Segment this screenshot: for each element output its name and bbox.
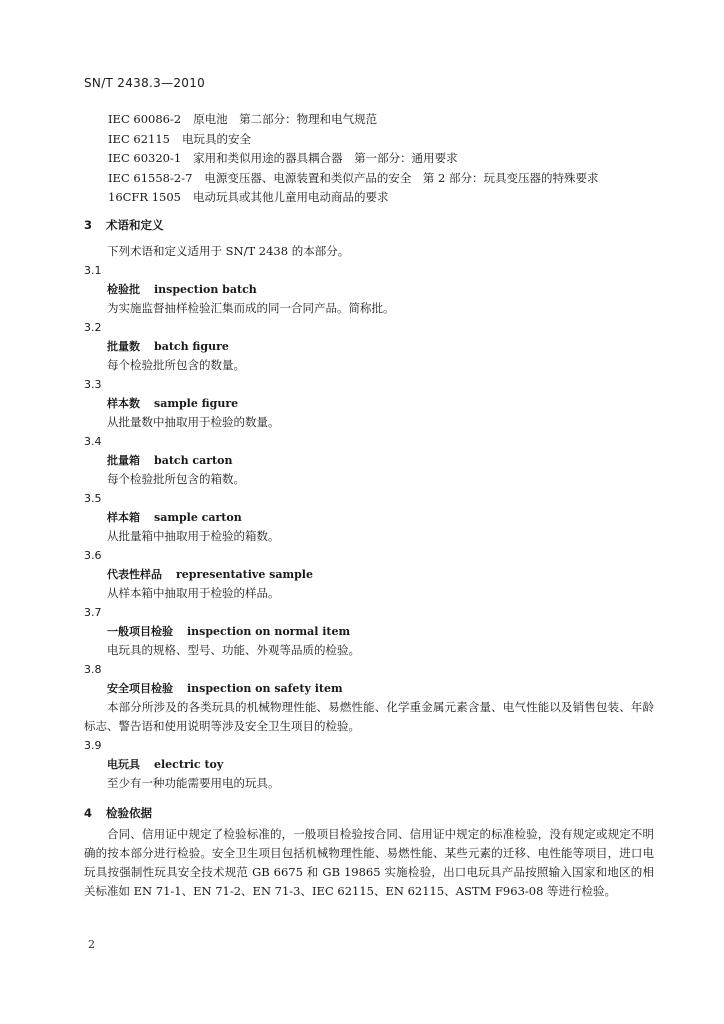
page-number: 2	[88, 938, 95, 951]
term-name	[84, 565, 654, 584]
term-name-cn: 批量箱	[107, 454, 140, 467]
reference-title: 电源变压器、电源装置和类似产品的安全 第 2 部分：玩具变压器的特殊要求	[204, 170, 599, 185]
reference-title: 原电池 第二部分：物理和电气规范	[193, 112, 378, 126]
term-name-cn: 样本数	[107, 397, 140, 410]
term-number: 3.6	[84, 549, 102, 562]
term-number: 3.2	[84, 321, 102, 334]
term-number: 3.1	[84, 264, 102, 277]
reference-item	[108, 110, 599, 130]
term-definition: 至少有一种功能需要用电的玩具。	[107, 776, 280, 790]
section-heading	[84, 213, 654, 237]
term-definition: 本部分所涉及的各类玩具的机械物理性能、易燃性能、化学重金属元素含量、电气性能以及销售包装、年龄标志、警告语和使用说明等涉及安全卫生项目的检验。	[84, 700, 654, 733]
term-name	[84, 679, 654, 698]
section-heading	[84, 801, 654, 825]
term-name-en: representative sample	[176, 568, 313, 581]
reference-list	[108, 110, 599, 208]
term-entry	[84, 432, 654, 489]
term-name	[84, 451, 654, 470]
term-number: 3.9	[84, 739, 102, 752]
term-name-cn: 安全项目检验	[107, 682, 173, 695]
term-entry	[84, 261, 654, 318]
term-entry	[84, 546, 654, 603]
section-4	[84, 801, 654, 901]
term-number: 3.7	[84, 606, 102, 619]
term-number: 3.4	[84, 435, 102, 448]
term-entry	[84, 603, 654, 660]
term-entry	[84, 318, 654, 375]
term-name-en: sample carton	[154, 511, 242, 524]
term-entry	[84, 375, 654, 432]
term-definition: 每个检验批所包含的数量。	[107, 358, 245, 372]
reference-title: 电玩具的安全	[181, 131, 251, 146]
section-number: 3	[84, 218, 93, 232]
reference-code: 16CFR 1505	[108, 190, 181, 205]
section-title: 术语和定义	[106, 218, 164, 232]
reference-title: 电动玩具或其他儿童用电动商品的要求	[193, 190, 389, 205]
term-name-en: inspection on safety item	[187, 682, 343, 695]
term-name-en: batch carton	[154, 454, 233, 467]
section-intro: 下列术语和定义适用于 SN/T 2438 的本部分。	[107, 244, 350, 258]
term-name-en: inspection batch	[154, 283, 257, 296]
term-definition: 从批量数中抽取用于检验的数量。	[107, 415, 280, 429]
term-number: 3.8	[84, 663, 102, 676]
reference-item	[108, 130, 599, 150]
reference-title: 家用和类似用途的器具耦合器 第一部分：通用要求	[193, 151, 458, 166]
reference-item	[108, 169, 599, 189]
term-entry	[84, 489, 654, 546]
main-content	[84, 213, 654, 901]
term-name	[84, 755, 654, 774]
term-name-cn: 电玩具	[107, 758, 140, 771]
term-name-cn: 代表性样品	[107, 568, 162, 581]
reference-code: IEC 62115	[108, 131, 170, 146]
term-number: 3.5	[84, 492, 102, 505]
reference-code: IEC 60086-2	[108, 112, 182, 126]
term-name-en: batch figure	[154, 340, 229, 353]
term-definition: 从样本箱中抽取用于检验的样品。	[107, 586, 280, 600]
term-name-cn: 检验批	[107, 283, 140, 296]
term-definition: 为实施监督抽样检验汇集而成的同一合同产品。简称批。	[107, 301, 395, 315]
term-definition: 电玩具的规格、型号、功能、外观等品质的检验。	[107, 643, 360, 657]
term-entry	[84, 660, 654, 736]
section-title: 检验依据	[106, 806, 152, 820]
reference-code: IEC 60320-1	[108, 151, 182, 166]
reference-item	[108, 149, 599, 169]
term-definition: 从批量箱中抽取用于检验的箱数。	[107, 529, 280, 543]
reference-code: IEC 61558-2-7	[108, 170, 193, 185]
term-entry	[84, 736, 654, 793]
term-definition: 每个检验批所包含的箱数。	[107, 472, 245, 486]
term-name-en: inspection on normal item	[187, 625, 351, 638]
reference-item	[108, 188, 599, 208]
term-name	[84, 394, 654, 413]
term-name-cn: 批量数	[107, 340, 140, 353]
term-name-en: electric toy	[154, 758, 224, 771]
section-number: 4	[84, 806, 93, 820]
term-name-cn: 一般项目检验	[107, 625, 173, 638]
term-number: 3.3	[84, 378, 102, 391]
section-body: 合同、信用证中规定了检验标准的，一般项目检验按合同、信用证中规定的标准检验，没有规定或规定不明确的按本部分进行检验。安全卫生项目包括机械物理性能、易燃性能、某些元素的迁移、电性能等项目，进口电玩具按强制性玩具安全技术规范 GB 6675 和 GB 19865 实施检验，出口电玩具产品按照输入国家和地区的相关标准如 EN 71-1、EN 71-2、EN 71-3、IEC 62115、EN 62115、ASTM F963-08 等进行检验。	[84, 827, 654, 898]
term-name-en: sample figure	[154, 397, 239, 410]
term-name	[84, 622, 654, 641]
term-name-cn: 样本箱	[107, 511, 140, 524]
term-name	[84, 508, 654, 527]
standard-id: SN/T 2438.3—2010	[84, 76, 206, 90]
term-name	[84, 280, 654, 299]
term-name	[84, 337, 654, 356]
